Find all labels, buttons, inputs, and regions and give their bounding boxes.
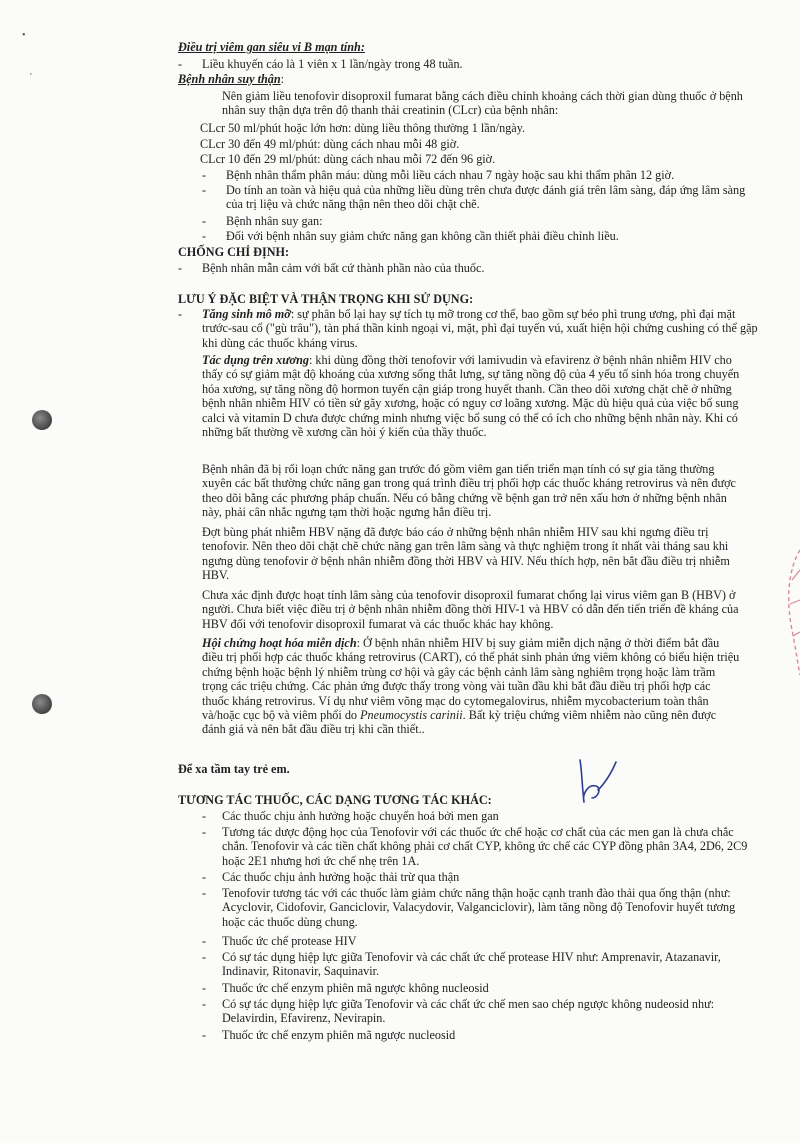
- bullet-dash: -: [202, 981, 207, 995]
- bullet-dash: -: [202, 934, 207, 948]
- bone-text: : khi dùng đồng thời tenofovir với lamivudin và efavirenz ở bệnh nhân nhiễm HIV cho thấy có sự giảm mật độ khoáng của xương sống thắt lưng, sự tăng nồng độ của 4 yếu tố sinh hóa trong chuyển hóa xương, sự tăng nồng độ hormon tuyến cận giáp trong huyết thanh. Cần theo dõi xương chặt chẽ ở những bệnh nhân nhiễm HIV có tiền sử gãy xương, hoặc có nguy cơ loãng xương. Mặc dù hiệu quả của việc bổ sung calci và vitamin D chưa được chứng minh nhưng việc bổ sung có thể có ích cho những bệnh nhân này. Khi có những bất thường về xương cần hỏi ý kiến của thầy thuốc.: [202, 353, 740, 440]
- unconfirmed-text: Chưa xác định được hoạt tính lâm sàng của tenofovir disoproxil fumarat chống lại virus viêm gan B (HBV) ở người. Chưa biết việc điều trị ở bệnh nhân nhiễm đồng thời HIV-1 và HBV có dẫn đến tiến triển đề kháng của HBV đối với tenofovir disoproxil fumarat và các thuốc khác hay không.: [202, 588, 739, 631]
- warning-lipodystrophy: [178, 307, 762, 350]
- immune-tail: . Bất kỳ triệu chứng viêm nhiễm nào cũng nên được đánh giá và nên bắt đầu điều trị khi cần thiết..: [202, 708, 717, 737]
- renal-clcr-1: [200, 121, 740, 135]
- warning-immune: [202, 636, 740, 737]
- interaction-item: [202, 934, 760, 948]
- warning-bone: [202, 353, 740, 439]
- paper-speck: •: [22, 30, 26, 41]
- list-item-text: Tenofovir tương tác với các thuốc làm giảm chức năng thận hoặc cạnh tranh đào thải qua ống thận (như: Acyclovir, Cidofovir, Ganciclovir, Valacydovir, Valganciclovir), làm tăng nồng độ Tenofovir huyết tương hoặc các thuốc dùng chung.: [222, 886, 736, 929]
- bullet-dash: -: [202, 950, 207, 964]
- paper-speck: ': [30, 72, 32, 83]
- clcr-line: CLcr 30 đến 49 ml/phút: dùng cách nhau mỗi 48 giờ.: [200, 137, 460, 151]
- punch-hole-bottom: [32, 694, 52, 714]
- renal-clcr-2: [200, 137, 740, 151]
- lipodystrophy-label: Tăng sinh mô mỡ: [202, 307, 291, 321]
- interaction-item: [202, 1028, 760, 1042]
- bullet-dash: -: [202, 870, 207, 884]
- warning-liver: [202, 462, 740, 520]
- list-item-text: Thuốc ức chế enzym phiên mã ngược nucleosid: [222, 1028, 456, 1042]
- warnings-title: LƯU Ý ĐẶC BIỆT VÀ THẬN TRỌNG KHI SỬ DỤNG:: [178, 292, 474, 306]
- warning-hbv-flare: [202, 525, 740, 583]
- list-item-text: Tương tác dược động học của Tenofovir với các thuốc ức chế hoặc cơ chất của các men gan là chưa chắc chắn. Tenofovir và các tiền chất không phải cơ chất CYP, không ức chế các CYP đồng phân 3A4, 2D6, 2C9 hoặc 2E1 nhưng hơi ức chế nhẹ trên 1A.: [222, 825, 748, 868]
- bullet-dash: -: [202, 183, 207, 197]
- warnings-heading: [178, 292, 738, 306]
- bullet-dash: -: [202, 229, 207, 243]
- hbv-title: Điều trị viêm gan siêu vi B mạn tính:: [178, 40, 365, 54]
- renal-intro: [200, 89, 762, 118]
- bullet-dash: -: [178, 261, 183, 275]
- immune-text: : Ở bệnh nhân nhiễm HIV bị suy giảm miễn dịch nặng ở thời điểm bắt đầu điều trị phối hợp các thuốc kháng retrovirus (CART), có thể phát sinh phản ứng viêm không có biểu hiện triệu chứng bệnh hoặc bệnh lý nhiễm trùng cơ hội và gây các bệnh cảnh lâm sàng nghiêm trọng hoặc làm trầm trọng các triệu chứng. Các phản ứng được thấy trong vòng vài tuần đầu khi bắt đầu điều trị phối hợp các thuốc kháng retrovirus. Ví dụ như viêm võng mạc do cytomegalovirus, nhiễm mycobacterium toàn thân và/hoặc cục bộ và viêm phổi do: [202, 636, 740, 723]
- bullet-dash: -: [202, 825, 207, 839]
- list-item-text: Bệnh nhân thẩm phân máu: dùng mỗi liều cách nhau 7 ngày hoặc sau khi thẩm phân 12 giờ.: [226, 168, 675, 182]
- renal-item-dialysis: [202, 168, 764, 182]
- list-item-text: Do tính an toàn và hiệu quả của những liều dùng trên chưa được đánh giá trên lâm sàng, đáp ứng lâm sàng của trị liệu và chức năng thận nên theo dõi chặt chẽ.: [226, 183, 746, 212]
- interaction-item: [202, 981, 760, 995]
- bullet-dash: -: [178, 307, 183, 321]
- contraindications-title: CHỐNG CHỈ ĐỊNH:: [178, 245, 290, 259]
- renal-intro-text: Nên giảm liều tenofovir disoproxil fumarat bằng cách điều chỉnh khoảng cách thời gian dùng thuốc ở bệnh nhân suy thận dựa trên độ thanh thải creatinin (CLcr) của bệnh nhân:: [222, 89, 743, 118]
- renal-clcr-3: [200, 152, 740, 166]
- bullet-dash: -: [202, 168, 207, 182]
- stamp-edge-mark: [778, 540, 800, 680]
- contraindication-item: [178, 261, 762, 275]
- keep-away-notice: [178, 762, 738, 776]
- hbv-dose-item: [178, 57, 762, 71]
- bullet-dash: -: [202, 214, 207, 228]
- immune-label: Hội chứng hoạt hóa miễn dịch: [202, 636, 357, 650]
- bullet-dash: -: [202, 809, 207, 823]
- hbv-dose-text: Liều khuyến cáo là 1 viên x 1 lần/ngày trong 48 tuần.: [202, 57, 463, 71]
- interaction-item: [202, 950, 760, 979]
- list-item-text: Thuốc ức chế enzym phiên mã ngược không nucleosid: [222, 981, 489, 995]
- list-item-text: Bệnh nhân mẫn cảm với bất cứ thành phần nào của thuốc.: [202, 261, 485, 275]
- list-item-text: Các thuốc chịu ảnh hưởng hoặc thải trừ qua thận: [222, 870, 460, 884]
- liver-text: Bệnh nhân đã bị rối loạn chức năng gan trước đó gồm viêm gan tiến triển mạn tính có sự gia tăng thường xuyên các bất thường chức năng gan trong quá trình điều trị phối hợp các thuốc kháng retrovirus và nên được theo dõi bằng các phương pháp chuẩn. Nếu có bằng chứng về bệnh gan trở nên xấu hơn ở những bệnh nhân này, phải cân nhắc ngưng tạm thời hoặc ngưng hẳn điều trị.: [202, 462, 736, 520]
- lipodystrophy-text: : sự phân bố lại hay sự tích tụ mỡ trong cơ thể, bao gồm sự béo phì trung ương, phì đại mặt trước-sau cổ ("gù trâu"), tàn phá thần kinh ngoại vi, mặt, phì đại tuyến vú, xuất hiện hội chứng cushing có thể gặp khi dùng các thuốc kháng virus.: [202, 307, 758, 350]
- bullet-dash: -: [202, 997, 207, 1011]
- clcr-line: CLcr 50 ml/phút hoặc lớn hơn: dùng liều thông thường 1 lần/ngày.: [200, 121, 526, 135]
- interaction-item: [202, 870, 760, 884]
- interaction-item: [202, 997, 760, 1026]
- bullet-dash: -: [178, 57, 183, 71]
- warning-unconfirmed: [202, 588, 740, 631]
- renal-item-hepatic-dose: [202, 229, 764, 243]
- bullet-dash: -: [202, 1028, 207, 1042]
- interaction-item: [202, 886, 760, 929]
- bullet-dash: -: [202, 886, 207, 900]
- list-item-text: Bệnh nhân suy gan:: [226, 214, 323, 228]
- section-renal-heading: [178, 72, 738, 86]
- interactions-title: TƯƠNG TÁC THUỐC, CÁC DẠNG TƯƠNG TÁC KHÁC:: [178, 793, 492, 807]
- list-item-text: Đối với bệnh nhân suy giảm chức năng gan không cần thiết phải điều chỉnh liều.: [226, 229, 619, 243]
- interactions-heading: [178, 793, 738, 807]
- renal-item-hepatic: [202, 214, 764, 228]
- renal-title-colon: :: [280, 72, 285, 86]
- keep-away-text: Để xa tầm tay trẻ em.: [178, 762, 290, 776]
- interaction-item: [202, 825, 760, 868]
- punch-hole-top: [32, 410, 52, 430]
- contraindications-heading: [178, 245, 738, 259]
- renal-item-safety: [202, 183, 764, 212]
- bone-label: Tác dụng trên xương: [202, 353, 309, 367]
- renal-title: Bệnh nhân suy thận: [178, 72, 281, 86]
- interaction-item: [202, 809, 760, 823]
- hbv-flare-text: Đợt bùng phát nhiễm HBV nặng đã được báo cáo ở những bệnh nhân nhiễm HIV sau khi ngưng điều trị tenofovir. Nên theo dõi chặt chẽ chức năng gan trên lâm sàng và thực nghiệm trong ít nhất vài tháng sau khi ngưng dùng tenofovir ở bệnh nhân nhiễm đồng thời HBV và HIV. Nếu thích hợp, nên bắt đầu điều trị nhiễm HBV.: [202, 525, 730, 583]
- list-item-text: Các thuốc chịu ảnh hưởng hoặc chuyển hoá bởi men gan: [222, 809, 499, 823]
- clcr-line: CLcr 10 đến 29 ml/phút: dùng cách nhau mỗi 72 đến 96 giờ.: [200, 152, 496, 166]
- immune-species: Pneumocystis carinii: [360, 708, 463, 723]
- list-item-text: Có sự tác dụng hiệp lực giữa Tenofovir và các chất ức chế protease HIV như: Amprenavir, Atazanavir, Indinavir, Ritonavir, Saquinavir.: [222, 950, 721, 979]
- section-hbv-heading: [178, 40, 738, 54]
- list-item-text: Thuốc ức chế protease HIV: [222, 934, 357, 948]
- list-item-text: Có sự tác dụng hiệp lực giữa Tenofovir và các chất ức chế men sao chép ngược không nudeosid như: Delavirdin, Efavirenz, Nevirapin.: [222, 997, 715, 1026]
